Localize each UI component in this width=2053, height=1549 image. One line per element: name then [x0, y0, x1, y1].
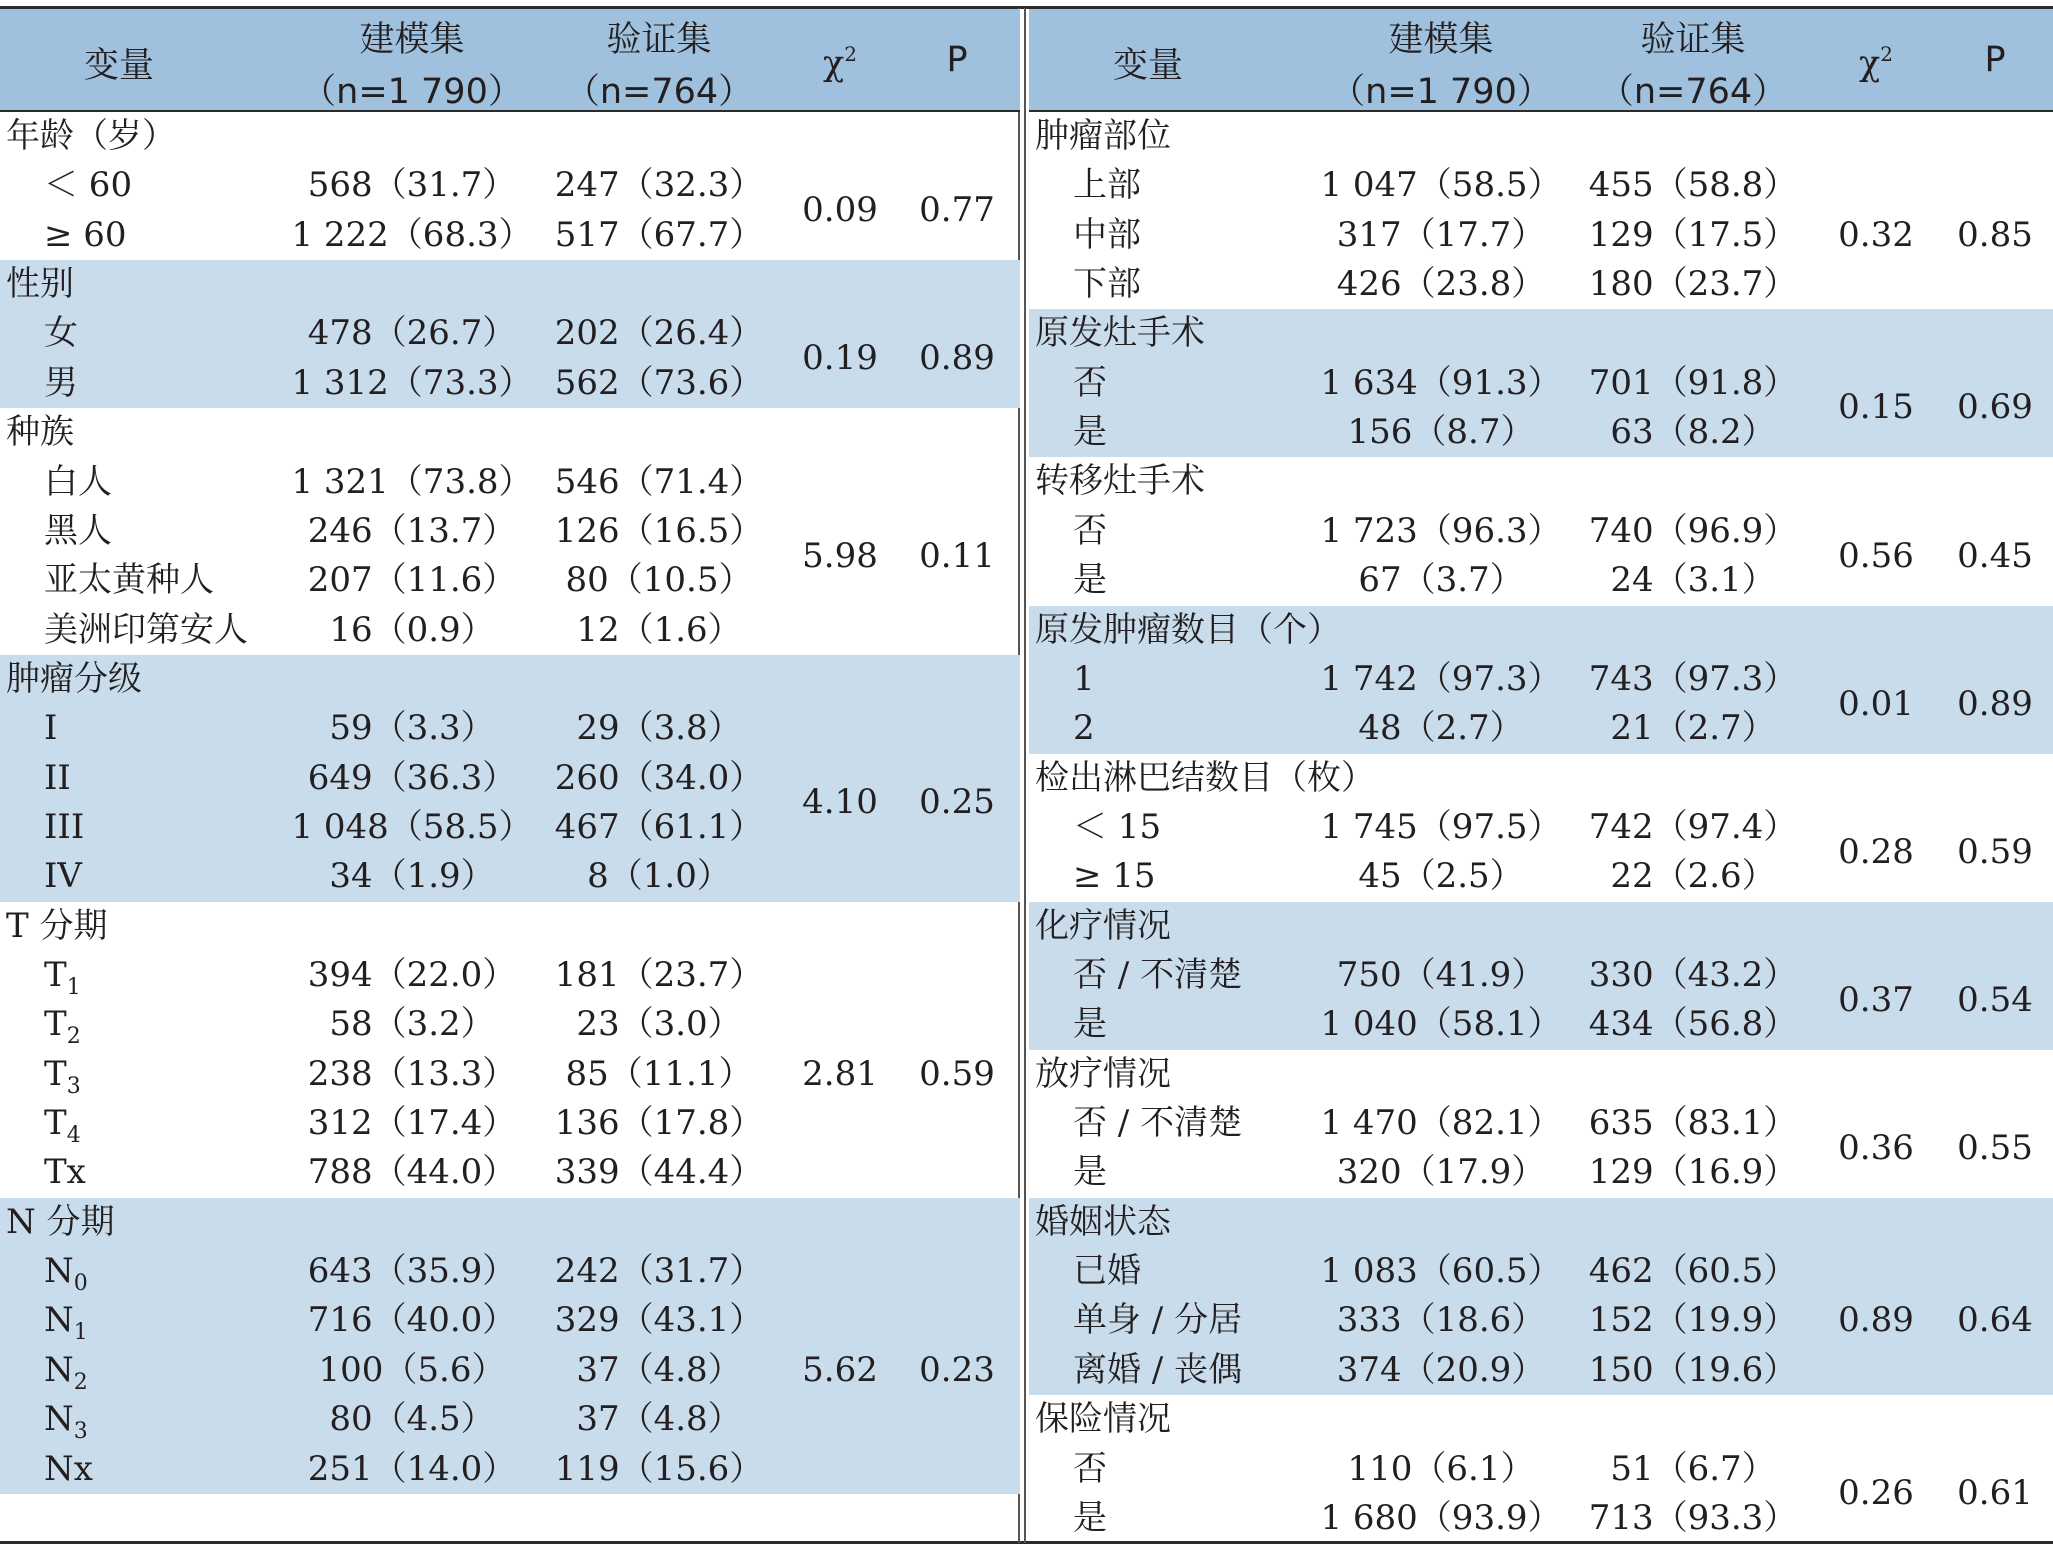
row-label-text: T [44, 1004, 67, 1045]
row-label-subscript: 3 [73, 1419, 88, 1445]
row-label-text: N [44, 1300, 74, 1341]
row-label-text: 是 [1073, 560, 1107, 601]
row-label-text: Tx [44, 1152, 86, 1193]
row-label-text: 是 [1073, 1004, 1107, 1045]
header-validation: 验证集 [606, 20, 712, 60]
row-label-text: 否 / 不清楚 [1073, 955, 1243, 995]
training-value: 317（17.7） [1336, 214, 1546, 255]
training-value: 58（3.2） [329, 1004, 495, 1045]
row-label-text: III [44, 806, 85, 847]
training-value: 312（17.4） [307, 1103, 517, 1143]
row-label [1073, 803, 1161, 852]
validation-value: 242（31.7） [554, 1251, 764, 1291]
row-label-text: 白人 [44, 461, 112, 502]
header-p: P [1984, 40, 2006, 80]
p-value: 0.59 [1957, 831, 2033, 872]
group-title: 原发肿瘤数目（个） [1035, 609, 1341, 650]
row-label [44, 852, 82, 901]
p-value: 0.69 [1957, 387, 2033, 428]
row-label-text: 1 [1073, 658, 1095, 699]
training-value: 100（5.6） [318, 1349, 506, 1390]
row-label [1073, 1346, 1242, 1395]
validation-value: 713（93.3） [1588, 1497, 1798, 1538]
validation-value: 12（1.6） [576, 609, 742, 650]
validation-value: 462（60.5） [1588, 1251, 1798, 1291]
training-value: 48（2.7） [1358, 708, 1524, 749]
chi-square-value: 2.81 [802, 1053, 878, 1094]
row-label [44, 1000, 81, 1049]
validation-value: 152（19.9） [1588, 1300, 1798, 1341]
validation-value: 330（43.2） [1588, 955, 1798, 995]
training-value: 16（0.9） [329, 609, 495, 650]
p-value: 0.23 [919, 1349, 995, 1390]
chi-square-value: 0.32 [1838, 214, 1914, 255]
row-label [44, 161, 132, 210]
row-label-text: T [44, 955, 67, 995]
p-value: 0.89 [919, 338, 995, 379]
row-label [44, 458, 112, 507]
row-label [44, 1148, 86, 1197]
group-title: 原发灶手术 [1035, 313, 1205, 354]
row-label-text: ≥ 60 [44, 214, 127, 255]
training-value: 1 321（73.8） [291, 461, 533, 502]
training-value: 246（13.7） [307, 510, 517, 551]
validation-value: 37（4.8） [576, 1399, 742, 1440]
validation-value: 434（56.8） [1588, 1004, 1798, 1045]
row-label [44, 1395, 88, 1444]
training-value: 1 312（73.3） [291, 362, 533, 403]
training-value: 374（20.9） [1336, 1349, 1546, 1390]
validation-value: 742（97.4） [1588, 806, 1798, 847]
validation-value: 743（97.3） [1588, 658, 1798, 699]
row-label [44, 704, 57, 753]
group-title: N 分期 [6, 1201, 115, 1242]
row-label-subscript: 3 [66, 1073, 81, 1099]
p-value: 0.54 [1957, 979, 2033, 1020]
validation-value: 51（6.7） [1610, 1448, 1776, 1489]
validation-value: 546（71.4） [554, 461, 764, 502]
row-label [1073, 1099, 1242, 1148]
header-training: 建模集 [359, 20, 465, 60]
training-value: 426（23.8） [1336, 264, 1546, 305]
validation-value: 339（44.4） [554, 1152, 764, 1193]
row-label-text: 男 [44, 362, 78, 403]
row-label-text: 否 [1073, 362, 1107, 403]
row-label [1073, 1445, 1107, 1494]
row-label-text: I [44, 708, 58, 749]
row-label [44, 309, 78, 358]
training-value: 1 634（91.3） [1320, 362, 1562, 403]
training-value: 238（13.3） [307, 1053, 517, 1094]
header-training-n: （n=1 790） [1330, 72, 1552, 112]
validation-value: 63（8.2） [1610, 412, 1776, 453]
row-label [1073, 655, 1095, 704]
validation-value: 23（3.0） [576, 1004, 742, 1045]
row-label [44, 211, 127, 260]
row-label-text: ≥ 15 [1073, 856, 1156, 897]
row-label-text: 美洲印第安人 [44, 609, 248, 650]
validation-value: 24（3.1） [1610, 560, 1776, 601]
chi-square-value: 0.89 [1838, 1300, 1914, 1341]
group-title: 性别 [6, 264, 74, 305]
row-label-text: 否 [1073, 510, 1107, 551]
row-label [1073, 408, 1107, 457]
training-value: 568（31.7） [307, 165, 517, 206]
group-title: 肿瘤部位 [1035, 116, 1171, 156]
training-value: 1 047（58.5） [1320, 165, 1562, 206]
validation-value: 740（96.9） [1588, 510, 1798, 551]
row-label-text: IV [44, 856, 82, 897]
p-value: 0.89 [1957, 683, 2033, 724]
validation-value: 202（26.4） [554, 313, 764, 354]
row-label [1073, 1494, 1107, 1543]
row-label-text: 亚太黄种人 [44, 560, 214, 601]
row-label-text: 中部 [1073, 214, 1141, 255]
group-title: 检出淋巴结数目（枚） [1035, 757, 1375, 798]
row-label [1073, 704, 1095, 753]
training-value: 156（8.7） [1347, 412, 1535, 453]
row-label-subscript: 1 [66, 975, 81, 1000]
group-title: 种族 [6, 412, 74, 453]
validation-value: 129（16.9） [1588, 1152, 1798, 1193]
training-value: 251（14.0） [307, 1448, 517, 1489]
group-title: 化疗情况 [1035, 905, 1171, 946]
chi-square-value: 0.56 [1838, 535, 1914, 576]
row-label [1073, 161, 1141, 210]
left-table [0, 0, 1020, 1549]
row-label-text: 单身 / 分居 [1073, 1300, 1243, 1341]
header-variable: 变量 [1113, 46, 1184, 86]
row-label-subscript: 4 [66, 1123, 81, 1148]
validation-value: 467（61.1） [554, 806, 764, 847]
header-p: P [946, 40, 968, 80]
training-value: 649（36.3） [307, 757, 517, 798]
validation-value: 562（73.6） [554, 362, 764, 403]
validation-value: 701（91.8） [1588, 362, 1798, 403]
chi-square-value: 0.15 [1838, 387, 1914, 428]
validation-value: 517（67.7） [554, 214, 764, 255]
row-label-text: 上部 [1073, 165, 1141, 206]
row-label-text: 是 [1073, 412, 1107, 453]
training-value: 45（2.5） [1358, 856, 1524, 897]
chi-square-value: 0.37 [1838, 979, 1914, 1020]
header-validation-n: （n=764） [1598, 72, 1788, 112]
row-label [1073, 951, 1242, 1000]
chi-square-value: 0.28 [1838, 831, 1914, 872]
row-label [1073, 211, 1141, 260]
validation-value: 80（10.5） [565, 560, 753, 601]
row-label-text: 女 [44, 313, 78, 354]
training-value: 394（22.0） [307, 955, 517, 995]
row-label-text: 是 [1073, 1152, 1107, 1193]
header-chi-square [1859, 42, 1893, 84]
row-label-text: N [44, 1399, 74, 1440]
chi-square-value: 4.10 [802, 782, 878, 823]
training-value: 1 723（96.3） [1320, 510, 1562, 551]
chi-square-value: 0.09 [802, 190, 878, 230]
row-label-subscript: 1 [73, 1320, 88, 1346]
header-validation-n: （n=764） [564, 72, 754, 112]
row-label-subscript: 0 [73, 1271, 88, 1296]
validation-value: 150（19.6） [1588, 1349, 1798, 1390]
chi-square-value: 0.26 [1838, 1473, 1914, 1514]
row-label-text: 否 / 不清楚 [1073, 1103, 1243, 1143]
training-value: 1 680（93.9） [1320, 1497, 1562, 1538]
training-value: 34（1.9） [329, 856, 495, 897]
validation-value: 126（16.5） [554, 510, 764, 551]
validation-value: 181（23.7） [554, 955, 764, 995]
row-label [44, 556, 214, 605]
validation-value: 247（32.3） [554, 165, 764, 206]
p-value: 0.59 [919, 1053, 995, 1094]
training-value: 320（17.9） [1336, 1152, 1546, 1193]
group-title: 转移灶手术 [1035, 461, 1205, 502]
training-value: 1 040（58.1） [1320, 1004, 1562, 1045]
header-training-n: （n=1 790） [301, 72, 523, 112]
row-label-text: 黑人 [44, 510, 112, 551]
validation-value: 136（17.8） [554, 1103, 764, 1143]
row-label-text: N [44, 1349, 74, 1390]
row-label [44, 507, 112, 556]
p-value: 0.64 [1957, 1300, 2033, 1341]
training-value: 478（26.7） [307, 313, 517, 354]
p-value: 0.85 [1957, 214, 2033, 255]
row-label-text: ＜ 60 [44, 165, 133, 206]
chi-square-value: 0.36 [1838, 1127, 1914, 1168]
row-label [44, 803, 84, 852]
training-value: 1 745（97.5） [1320, 806, 1562, 847]
row-label-text: 离婚 / 丧偶 [1073, 1349, 1243, 1390]
header-validation: 验证集 [1640, 20, 1746, 60]
row-label-text: 是 [1073, 1497, 1107, 1538]
group-title: 保险情况 [1035, 1399, 1171, 1440]
header-chi-superscript: 2 [844, 42, 857, 66]
p-value: 0.45 [1957, 535, 2033, 576]
row-label [1073, 359, 1107, 408]
header-chi-square [823, 42, 857, 84]
column-divider [1024, 8, 1026, 1543]
training-value: 643（35.9） [307, 1251, 517, 1291]
row-label-text: N [44, 1251, 74, 1291]
validation-value: 29（3.8） [576, 708, 742, 749]
row-label [44, 1247, 88, 1296]
chi-square-value: 0.01 [1838, 683, 1914, 724]
validation-value: 455（58.8） [1588, 165, 1798, 206]
header-chi-symbol: χ [823, 44, 845, 84]
row-label [1073, 1000, 1107, 1049]
row-label [44, 359, 78, 408]
validation-value: 260（34.0） [554, 757, 764, 798]
validation-value: 119（15.6） [554, 1448, 764, 1489]
row-label [44, 1346, 88, 1395]
row-label-text: Nx [44, 1448, 93, 1489]
training-value: 333（18.6） [1336, 1300, 1546, 1341]
group-title: T 分期 [6, 905, 108, 946]
training-value: 59（3.3） [329, 708, 495, 749]
row-label [44, 951, 81, 1000]
training-value: 110（6.1） [1347, 1448, 1535, 1489]
training-value: 1 742（97.3） [1320, 658, 1562, 699]
row-label [1073, 1148, 1107, 1197]
row-label [44, 1099, 81, 1148]
row-label [1073, 556, 1107, 605]
training-value: 716（40.0） [307, 1300, 517, 1341]
row-label-subscript: 2 [66, 1024, 81, 1050]
chi-square-value: 5.62 [802, 1349, 878, 1390]
validation-value: 180（23.7） [1588, 264, 1798, 305]
validation-value: 85（11.1） [565, 1053, 753, 1094]
chi-square-value: 0.19 [802, 338, 878, 379]
validation-value: 37（4.8） [576, 1349, 742, 1390]
validation-value: 129（17.5） [1588, 214, 1798, 255]
row-label [44, 754, 71, 803]
validation-value: 329（43.1） [554, 1300, 764, 1341]
p-value: 0.55 [1957, 1127, 2033, 1168]
validation-value: 8（1.0） [587, 856, 731, 897]
group-title: 年龄（岁） [6, 116, 176, 156]
training-value: 67（3.7） [1358, 560, 1524, 601]
chi-square-value: 5.98 [802, 535, 878, 576]
header-training: 建模集 [1388, 20, 1494, 60]
training-value: 80（4.5） [329, 1399, 495, 1440]
header-variable: 变量 [84, 46, 155, 86]
row-label-text: II [44, 757, 71, 798]
p-value: 0.11 [919, 535, 995, 576]
row-label [1073, 260, 1141, 309]
row-label [1073, 507, 1107, 556]
header-chi-superscript: 2 [1880, 42, 1893, 66]
row-label [1073, 1247, 1141, 1296]
training-value: 788（44.0） [307, 1152, 517, 1193]
row-label-text: 下部 [1073, 264, 1141, 305]
group-title: 放疗情况 [1035, 1053, 1171, 1094]
training-value: 1 083（60.5） [1320, 1251, 1562, 1291]
row-label [44, 1050, 81, 1099]
row-label-text: T [44, 1103, 67, 1143]
group-title: 婚姻状态 [1035, 1201, 1171, 1242]
row-label [44, 1445, 93, 1494]
group-title: 肿瘤分级 [6, 658, 142, 699]
training-value: 750（41.9） [1336, 955, 1546, 995]
right-table [1029, 0, 2053, 1549]
row-label [44, 606, 248, 655]
p-value: 0.25 [919, 782, 995, 823]
training-value: 207（11.6） [307, 560, 517, 601]
validation-value: 22（2.6） [1610, 856, 1776, 897]
row-label-text: 2 [1073, 708, 1095, 749]
row-label [44, 1296, 88, 1345]
row-label-subscript: 2 [73, 1369, 88, 1395]
p-value: 0.77 [919, 190, 995, 230]
row-label [1073, 1296, 1242, 1345]
training-value: 1 222（68.3） [291, 214, 533, 255]
header-chi-symbol: χ [1859, 44, 1881, 84]
row-label-text: T [44, 1053, 67, 1094]
validation-value: 635（83.1） [1588, 1103, 1798, 1143]
training-value: 1 470（82.1） [1320, 1103, 1562, 1143]
row-label-text: ＜ 15 [1073, 806, 1162, 847]
validation-value: 21（2.7） [1610, 708, 1776, 749]
p-value: 0.61 [1957, 1473, 2033, 1514]
training-value: 1 048（58.5） [291, 806, 533, 847]
row-label [1073, 852, 1156, 901]
row-label-text: 否 [1073, 1448, 1107, 1489]
row-label-text: 已婚 [1073, 1251, 1141, 1291]
